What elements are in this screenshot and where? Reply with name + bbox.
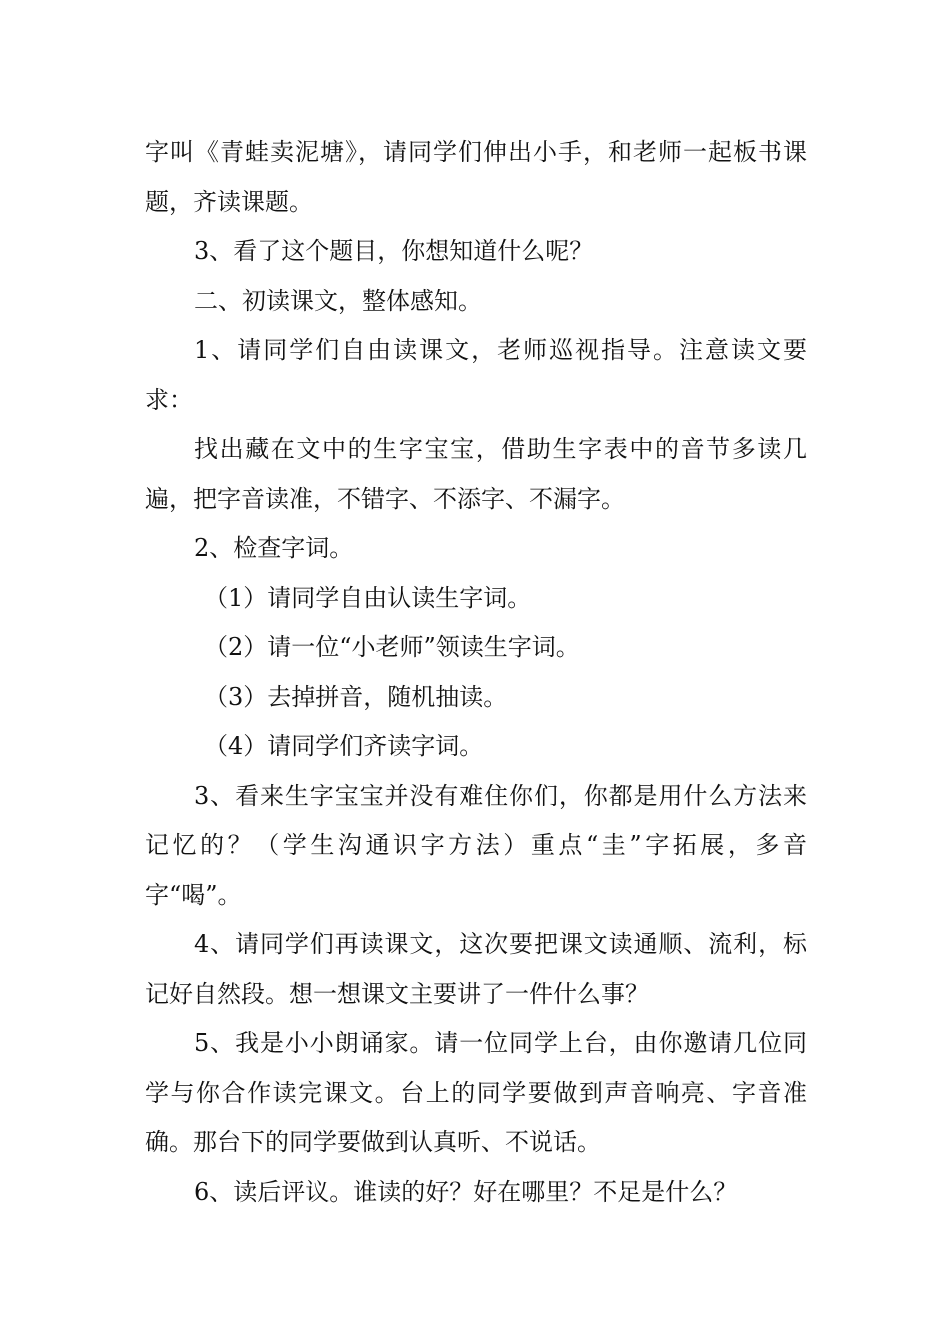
list-item-4: （4）请同学们齐读字词。: [204, 732, 484, 760]
document-body: [145, 128, 807, 1217]
section-heading-2: 二、初读课文，整体感知。: [194, 286, 482, 315]
paragraph-step-6: 6、读后评议。谁读的好？好在哪里？不足是什么？: [194, 1177, 738, 1206]
list-item-2: （2）请一位“小老师”领读生字词。: [204, 633, 580, 661]
paragraph-question-3: 3、看了这个题目，你想知道什么呢？: [194, 237, 594, 265]
list-item-3: （3）去掉拼音，随机抽读。: [204, 682, 508, 711]
paragraph-step-5: 5、我是小小朗诵家。请一位同学上台，由你邀请几位同学与你合作读完课文。台上的同学要做到声音响亮、字音准确。那台下的同学要做到认真听、不说话。: [145, 1029, 807, 1156]
paragraph-step-1: 1、请同学们自由读课文，老师巡视指导。注意读文要求：: [145, 336, 807, 414]
paragraph-step-4: 4、请同学们再读课文，这次要把课文读通顺、流利，标记好自然段。想一想课文主要讲了一件什么事？: [145, 930, 807, 1008]
paragraph-step-3: 3、看来生字宝宝并没有难住你们，你都是用什么方法来记忆的？（学生沟通识字方法）重点“圭”字拓展，多音字“喝”。: [145, 781, 807, 909]
list-item-1: （1）请同学自由认读生字词。: [204, 583, 532, 612]
paragraph-step-2: 2、检查字词。: [194, 534, 354, 562]
paragraph-title-continuation: 字叫《青蛙卖泥塘》，请同学们伸出小手，和老师一起板书课题，齐读课题。: [145, 138, 807, 216]
paragraph-reading-requirement: 找出藏在文中的生字宝宝，借助生字表中的音节多读几遍，把字音读准，不错字、不添字、不漏字。: [145, 435, 807, 513]
